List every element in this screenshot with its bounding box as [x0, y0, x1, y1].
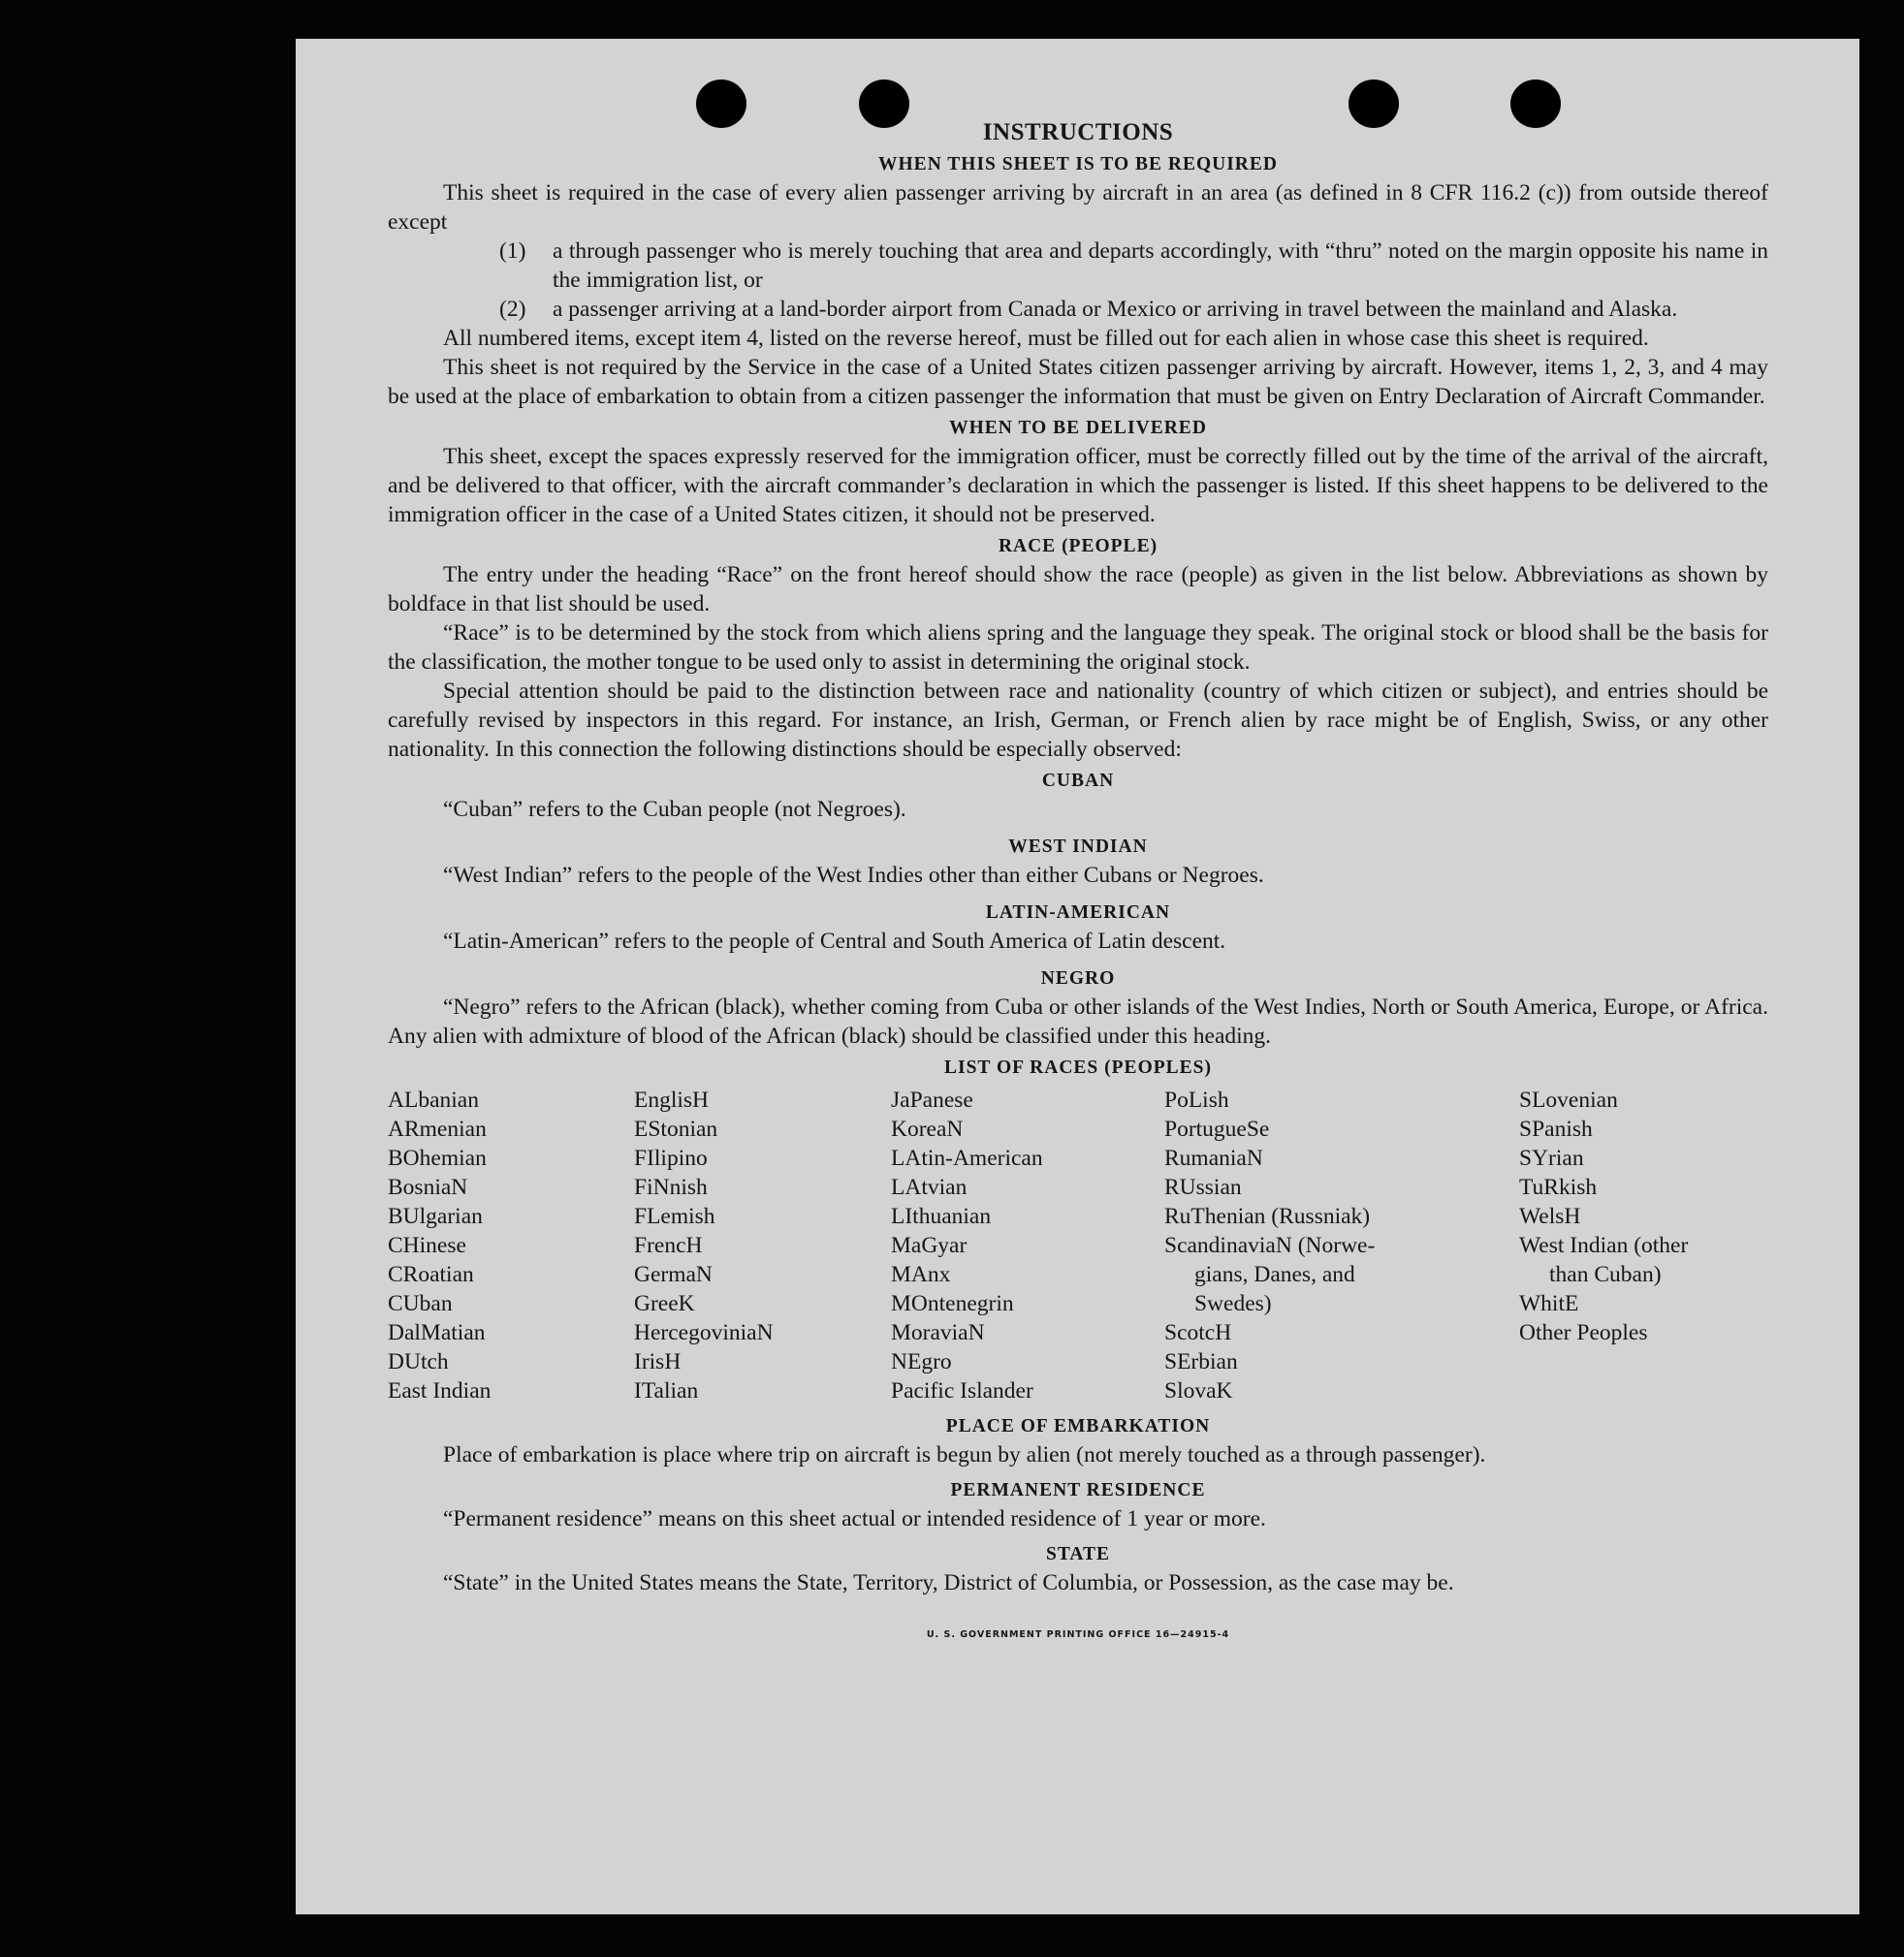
paragraph: This sheet is not required by the Service in the case of a United States citizen passenger arriving by aircraft. However, items 1, 2, 3, and 4 may be used at the place of embarkation to obtain from a citizen passenger the information that must be given on Entry Declaration of Aircraft Commander.: [388, 355, 1768, 409]
race-item: BOhemian: [388, 1146, 487, 1171]
paragraph: Special attention should be paid to the distinction between race and nationality (country of which citizen or subject), and entries should be carefully revised by inspectors in this regard. For instance, an Irish, German, or French alien by race might be of English, Swiss, or any other nationality. In this connection the following distinctions should be especially observed:: [388, 679, 1768, 762]
race-item: Other Peoples: [1519, 1320, 1648, 1345]
race-item: MaGyar: [891, 1233, 968, 1258]
list-item: [499, 237, 1768, 295]
document-page: [296, 39, 1859, 1914]
document-body: [388, 118, 1768, 1650]
paragraph: “Latin-American” refers to the people of Central and South America of Latin descent.: [443, 929, 1226, 954]
item-number: (2): [499, 297, 526, 322]
paragraph: The entry under the heading “Race” on the front hereof should show the race (people) as given in the list below. Abbreviations as shown by boldface in that list should be used.: [388, 562, 1768, 616]
race-item: BosniaN: [388, 1175, 468, 1200]
race-item: EnglisH: [634, 1088, 710, 1113]
race-item: BUlgarian: [388, 1204, 483, 1229]
race-item: CHinese: [388, 1233, 466, 1258]
race-item: MOntenegrin: [891, 1291, 1014, 1316]
section-heading: PLACE OF EMBARKATION: [945, 1416, 1211, 1436]
race-item: NEgro: [891, 1349, 952, 1374]
race-item: PoLish: [1164, 1088, 1229, 1113]
section-heading: WHEN TO BE DELIVERED: [949, 418, 1207, 438]
race-item: FrencH: [634, 1233, 703, 1258]
race-item: SYrian: [1519, 1146, 1584, 1171]
section-heading: PERMANENT RESIDENCE: [950, 1480, 1206, 1500]
section-heading: STATE: [1045, 1544, 1111, 1564]
race-item: East Indian: [388, 1378, 492, 1404]
paragraph: “West Indian” refers to the people of the West Indies other than either Cubans or Negroes.: [443, 863, 1264, 888]
race-item: KoreaN: [891, 1117, 964, 1142]
section-heading: WHEN THIS SHEET IS TO BE REQUIRED: [878, 154, 1278, 174]
race-item: PortugueSe: [1164, 1117, 1270, 1142]
document-title: INSTRUCTIONS: [982, 119, 1174, 145]
race-item: LIthuanian: [891, 1204, 992, 1229]
races-list: [388, 1086, 1768, 1405]
race-item: Pacific Islander: [891, 1378, 1033, 1404]
race-item: ARmenian: [388, 1117, 487, 1142]
race-item: LAtin-American: [891, 1146, 1043, 1171]
races-column: [634, 1086, 891, 1405]
race-item: WelsH: [1519, 1204, 1581, 1229]
paragraph: All numbered items, except item 4, listed on the reverse hereof, must be filled out for each alien in whose case this sheet is required.: [443, 326, 1649, 351]
race-item: DalMatian: [388, 1320, 486, 1345]
race-item: ScandinaviaN (Norwe-: [1164, 1233, 1376, 1258]
list-item: [499, 295, 1768, 324]
item-number: (1): [499, 238, 526, 264]
item-text: a through passenger who is merely touching that area and departs accordingly, with “thru” noted on the margin opposite his name in the immigration list, or: [553, 238, 1768, 293]
race-item: FiNnish: [634, 1175, 708, 1200]
paragraph: This sheet, except the spaces expressly reserved for the immigration officer, must be correctly filled out by the time of the arrival of the aircraft, and be delivered to that officer, with the aircraft commander’s declaration in which the passenger is listed. If this sheet happens to be delivered to the immigration officer in the case of a United States citizen, it should not be preserved.: [388, 444, 1768, 527]
item-text: a passenger arriving at a land-border airport from Canada or Mexico or arriving in travel between the mainland and Alaska.: [553, 297, 1678, 322]
paragraph: Place of embarkation is place where trip on aircraft is begun by alien (not merely touched as a through passenger).: [443, 1442, 1486, 1468]
race-item: Swedes): [1194, 1291, 1272, 1316]
race-item: GermaN: [634, 1262, 713, 1287]
race-item: SPanish: [1519, 1117, 1593, 1142]
race-item: IrisH: [634, 1349, 682, 1374]
paragraph: “Cuban” refers to the Cuban people (not Negroes).: [443, 797, 906, 822]
paragraph: “Permanent residence” means on this sheet actual or intended residence of 1 year or more.: [443, 1506, 1266, 1531]
races-column: [1519, 1086, 1766, 1405]
race-item: HercegoviniaN: [634, 1320, 774, 1345]
race-item: RuThenian (Russniak): [1164, 1204, 1371, 1229]
race-item: than Cuban): [1549, 1262, 1662, 1287]
race-item: RUssian: [1164, 1175, 1242, 1200]
race-item: SLovenian: [1519, 1088, 1618, 1113]
race-item: SlovaK: [1164, 1378, 1233, 1404]
printing-office-imprint: U. S. GOVERNMENT PRINTING OFFICE 16—24915-4: [926, 1629, 1230, 1640]
race-item: EStonian: [634, 1117, 718, 1142]
race-item: FIlipino: [634, 1146, 708, 1171]
race-item: TuRkish: [1519, 1175, 1598, 1200]
paragraph: “Negro” refers to the African (black), whether coming from Cuba or other islands of the West Indies, North or South America, Europe, or Africa. Any alien with admixture of blood of the African (black) should be classified under this heading.: [388, 994, 1768, 1049]
race-item: MoraviaN: [891, 1320, 985, 1345]
race-item: RumaniaN: [1164, 1146, 1263, 1171]
race-item: gians, Danes, and: [1194, 1262, 1355, 1287]
race-item: FLemish: [634, 1204, 715, 1229]
race-item: WhitE: [1519, 1291, 1579, 1316]
paragraph: “State” in the United States means the State, Territory, District of Columbia, or Possession, as the case may be.: [443, 1570, 1454, 1595]
section-heading: RACE (PEOPLE): [998, 536, 1158, 556]
section-heading: LATIN-AMERICAN: [985, 902, 1171, 923]
race-item: DUtch: [388, 1349, 449, 1374]
section-heading: CUBAN: [1041, 771, 1115, 791]
race-item: West Indian (other: [1519, 1233, 1689, 1258]
race-item: GreeK: [634, 1291, 695, 1316]
race-item: MAnx: [891, 1262, 951, 1287]
race-item: SErbian: [1164, 1349, 1238, 1374]
race-item: CRoatian: [388, 1262, 474, 1287]
race-item: ALbanian: [388, 1088, 479, 1113]
race-item: ITalian: [634, 1378, 699, 1404]
paragraph: This sheet is required in the case of every alien passenger arriving by aircraft in an area (as defined in 8 CFR 116.2 (c)) from outside thereof except: [388, 180, 1768, 235]
section-heading: WEST INDIAN: [1008, 836, 1148, 857]
paragraph: “Race” is to be determined by the stock from which aliens spring and the language they speak. The original stock or blood shall be the basis for the classification, the mother tongue to be used only to assist in determining the original stock.: [388, 620, 1768, 675]
races-column: [1164, 1086, 1519, 1405]
race-item: JaPanese: [891, 1088, 973, 1113]
section-heading: LIST OF RACES (PEOPLES): [943, 1057, 1212, 1078]
section-heading: NEGRO: [1040, 968, 1116, 989]
race-item: ScotcH: [1164, 1320, 1232, 1345]
races-column: [891, 1086, 1164, 1405]
race-item: LAtvian: [891, 1175, 968, 1200]
races-column: [388, 1086, 634, 1405]
race-item: CUban: [388, 1291, 453, 1316]
